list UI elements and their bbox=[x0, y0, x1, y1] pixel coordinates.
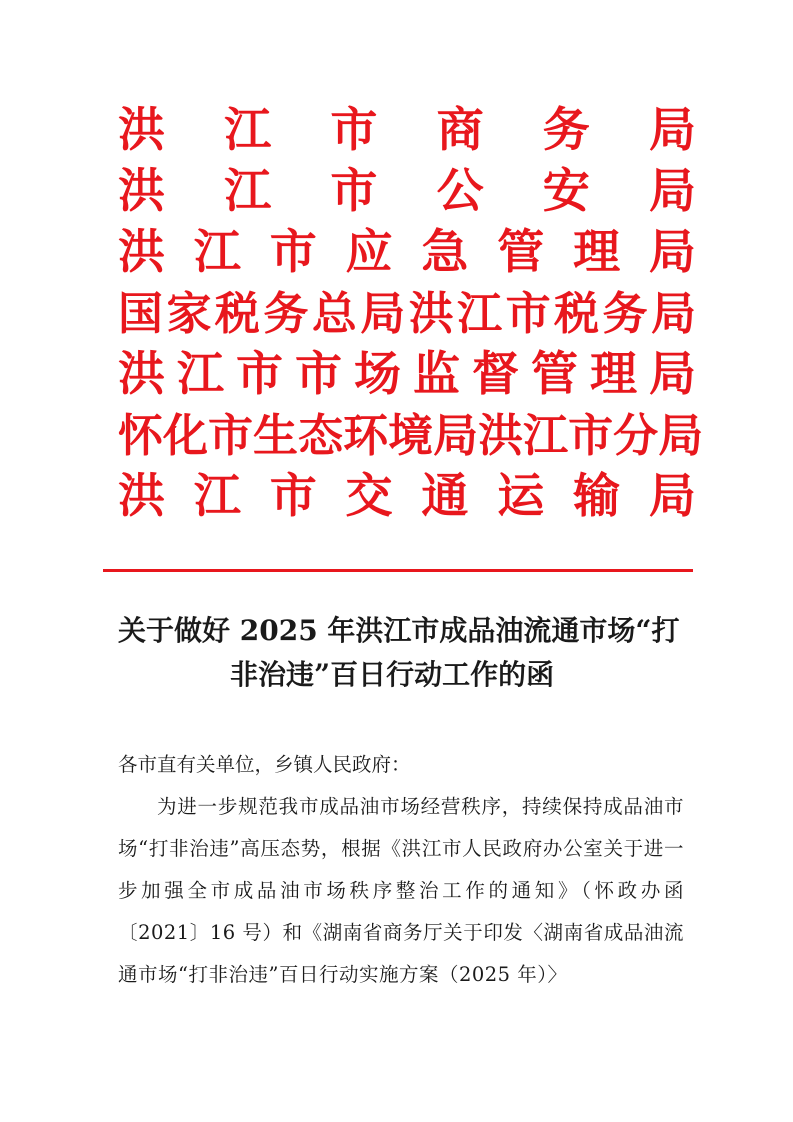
agency-char: 洪 bbox=[478, 409, 524, 462]
agency-char: 洪 bbox=[408, 287, 454, 340]
agency-char: 务 bbox=[263, 287, 309, 340]
agency-char: 化 bbox=[163, 409, 209, 462]
agency-char: 市 bbox=[269, 469, 317, 524]
agency-line bbox=[118, 344, 696, 405]
title-line-2: 非治违”百日行动工作的函 bbox=[230, 658, 555, 691]
agency-char: 急 bbox=[421, 225, 469, 280]
agency-char: 总 bbox=[311, 287, 357, 340]
agency-char: 家 bbox=[166, 287, 212, 340]
agency-char: 市 bbox=[568, 409, 614, 462]
agency-char: 场 bbox=[354, 347, 401, 402]
agency-line bbox=[118, 405, 704, 466]
agency-char: 市 bbox=[330, 164, 378, 219]
agency-char: 江 bbox=[224, 164, 272, 219]
agency-char: 怀 bbox=[118, 409, 164, 462]
agency-char: 江 bbox=[224, 103, 272, 158]
agency-char: 理 bbox=[590, 347, 637, 402]
agency-char: 监 bbox=[413, 347, 460, 402]
agency-char: 局 bbox=[648, 225, 696, 280]
agency-char: 市 bbox=[295, 347, 342, 402]
agency-char: 管 bbox=[497, 225, 545, 280]
agency-char: 江 bbox=[193, 469, 241, 524]
agency-char: 务 bbox=[542, 103, 590, 158]
agency-char: 税 bbox=[554, 287, 600, 340]
agency-char: 局 bbox=[360, 287, 406, 340]
agency-char: 局 bbox=[648, 103, 696, 158]
body-paragraph: 为进一步规范我市成品油市场经营秩序，持续保持成品油市场“打非治违”高压态势，根据《洪江市人民政府办公室关于进一步加强全市成品油市场秩序整治工作的通知》（怀政办函〔2021〕16 号）和《湖南省商务厅关于印发〈湖南省成品油流通市场“打非治违”百日行动实施方案（2025 年）〉 bbox=[118, 795, 684, 986]
agency-char: 局 bbox=[649, 347, 696, 402]
document-body bbox=[118, 744, 684, 996]
document-title bbox=[100, 609, 700, 697]
agency-char: 生 bbox=[253, 409, 299, 462]
agency-char: 局 bbox=[648, 164, 696, 219]
agency-char: 局 bbox=[650, 287, 696, 340]
agency-char: 分 bbox=[613, 409, 659, 462]
agency-char: 税 bbox=[214, 287, 260, 340]
agency-char: 洪 bbox=[118, 469, 165, 524]
agency-char: 局 bbox=[658, 409, 704, 462]
agency-char: 市 bbox=[505, 287, 551, 340]
agency-char: 应 bbox=[345, 225, 393, 280]
agency-char: 公 bbox=[436, 164, 484, 219]
agency-char: 江 bbox=[523, 409, 569, 462]
agency-char: 态 bbox=[298, 409, 344, 462]
agency-char: 管 bbox=[531, 347, 578, 402]
agency-char: 理 bbox=[573, 225, 621, 280]
agency-char: 市 bbox=[236, 347, 283, 402]
agency-line bbox=[118, 100, 696, 161]
agency-char: 局 bbox=[433, 409, 479, 462]
agency-char: 环 bbox=[343, 409, 389, 462]
agency-char: 安 bbox=[542, 164, 590, 219]
agency-char: 江 bbox=[457, 287, 503, 340]
agency-char: 务 bbox=[602, 287, 648, 340]
red-divider-line bbox=[103, 569, 693, 572]
agency-char: 输 bbox=[573, 469, 621, 524]
agency-line bbox=[118, 161, 696, 222]
agency-char: 江 bbox=[193, 225, 241, 280]
agency-char: 通 bbox=[421, 469, 469, 524]
agency-char: 境 bbox=[388, 409, 434, 462]
agency-char: 市 bbox=[330, 103, 378, 158]
agency-char: 市 bbox=[208, 409, 254, 462]
agency-char: 商 bbox=[436, 103, 484, 158]
agency-char: 局 bbox=[648, 469, 696, 524]
agency-line bbox=[118, 283, 696, 344]
agency-line bbox=[118, 466, 696, 527]
salutation: 各市直有关单位，乡镇人民政府： bbox=[118, 753, 411, 776]
agency-char: 洪 bbox=[118, 164, 165, 219]
agency-char: 洪 bbox=[118, 225, 165, 280]
agency-char: 洪 bbox=[118, 103, 165, 158]
agency-char: 国 bbox=[118, 287, 164, 340]
agency-line bbox=[118, 222, 696, 283]
agency-char: 运 bbox=[497, 469, 545, 524]
agency-char: 江 bbox=[177, 347, 224, 402]
title-line-1: 关于做好 2025 年洪江市成品油流通市场“打 bbox=[118, 614, 680, 647]
agency-char: 市 bbox=[269, 225, 317, 280]
agency-char: 交 bbox=[345, 469, 393, 524]
agency-char: 洪 bbox=[118, 347, 165, 402]
agency-header bbox=[118, 100, 704, 527]
agency-char: 督 bbox=[472, 347, 519, 402]
